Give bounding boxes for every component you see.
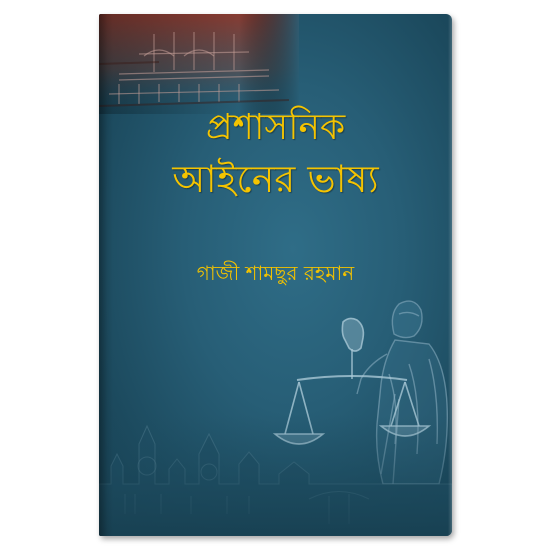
book-title-line-2: আইনের ভাষ্য <box>172 157 379 201</box>
courtroom-photo <box>99 14 299 114</box>
book-cover <box>99 14 452 536</box>
book-author: গাজী শামছুর রহমান <box>196 261 355 285</box>
book-title-line-1: প্রশাসনিক <box>205 107 346 148</box>
